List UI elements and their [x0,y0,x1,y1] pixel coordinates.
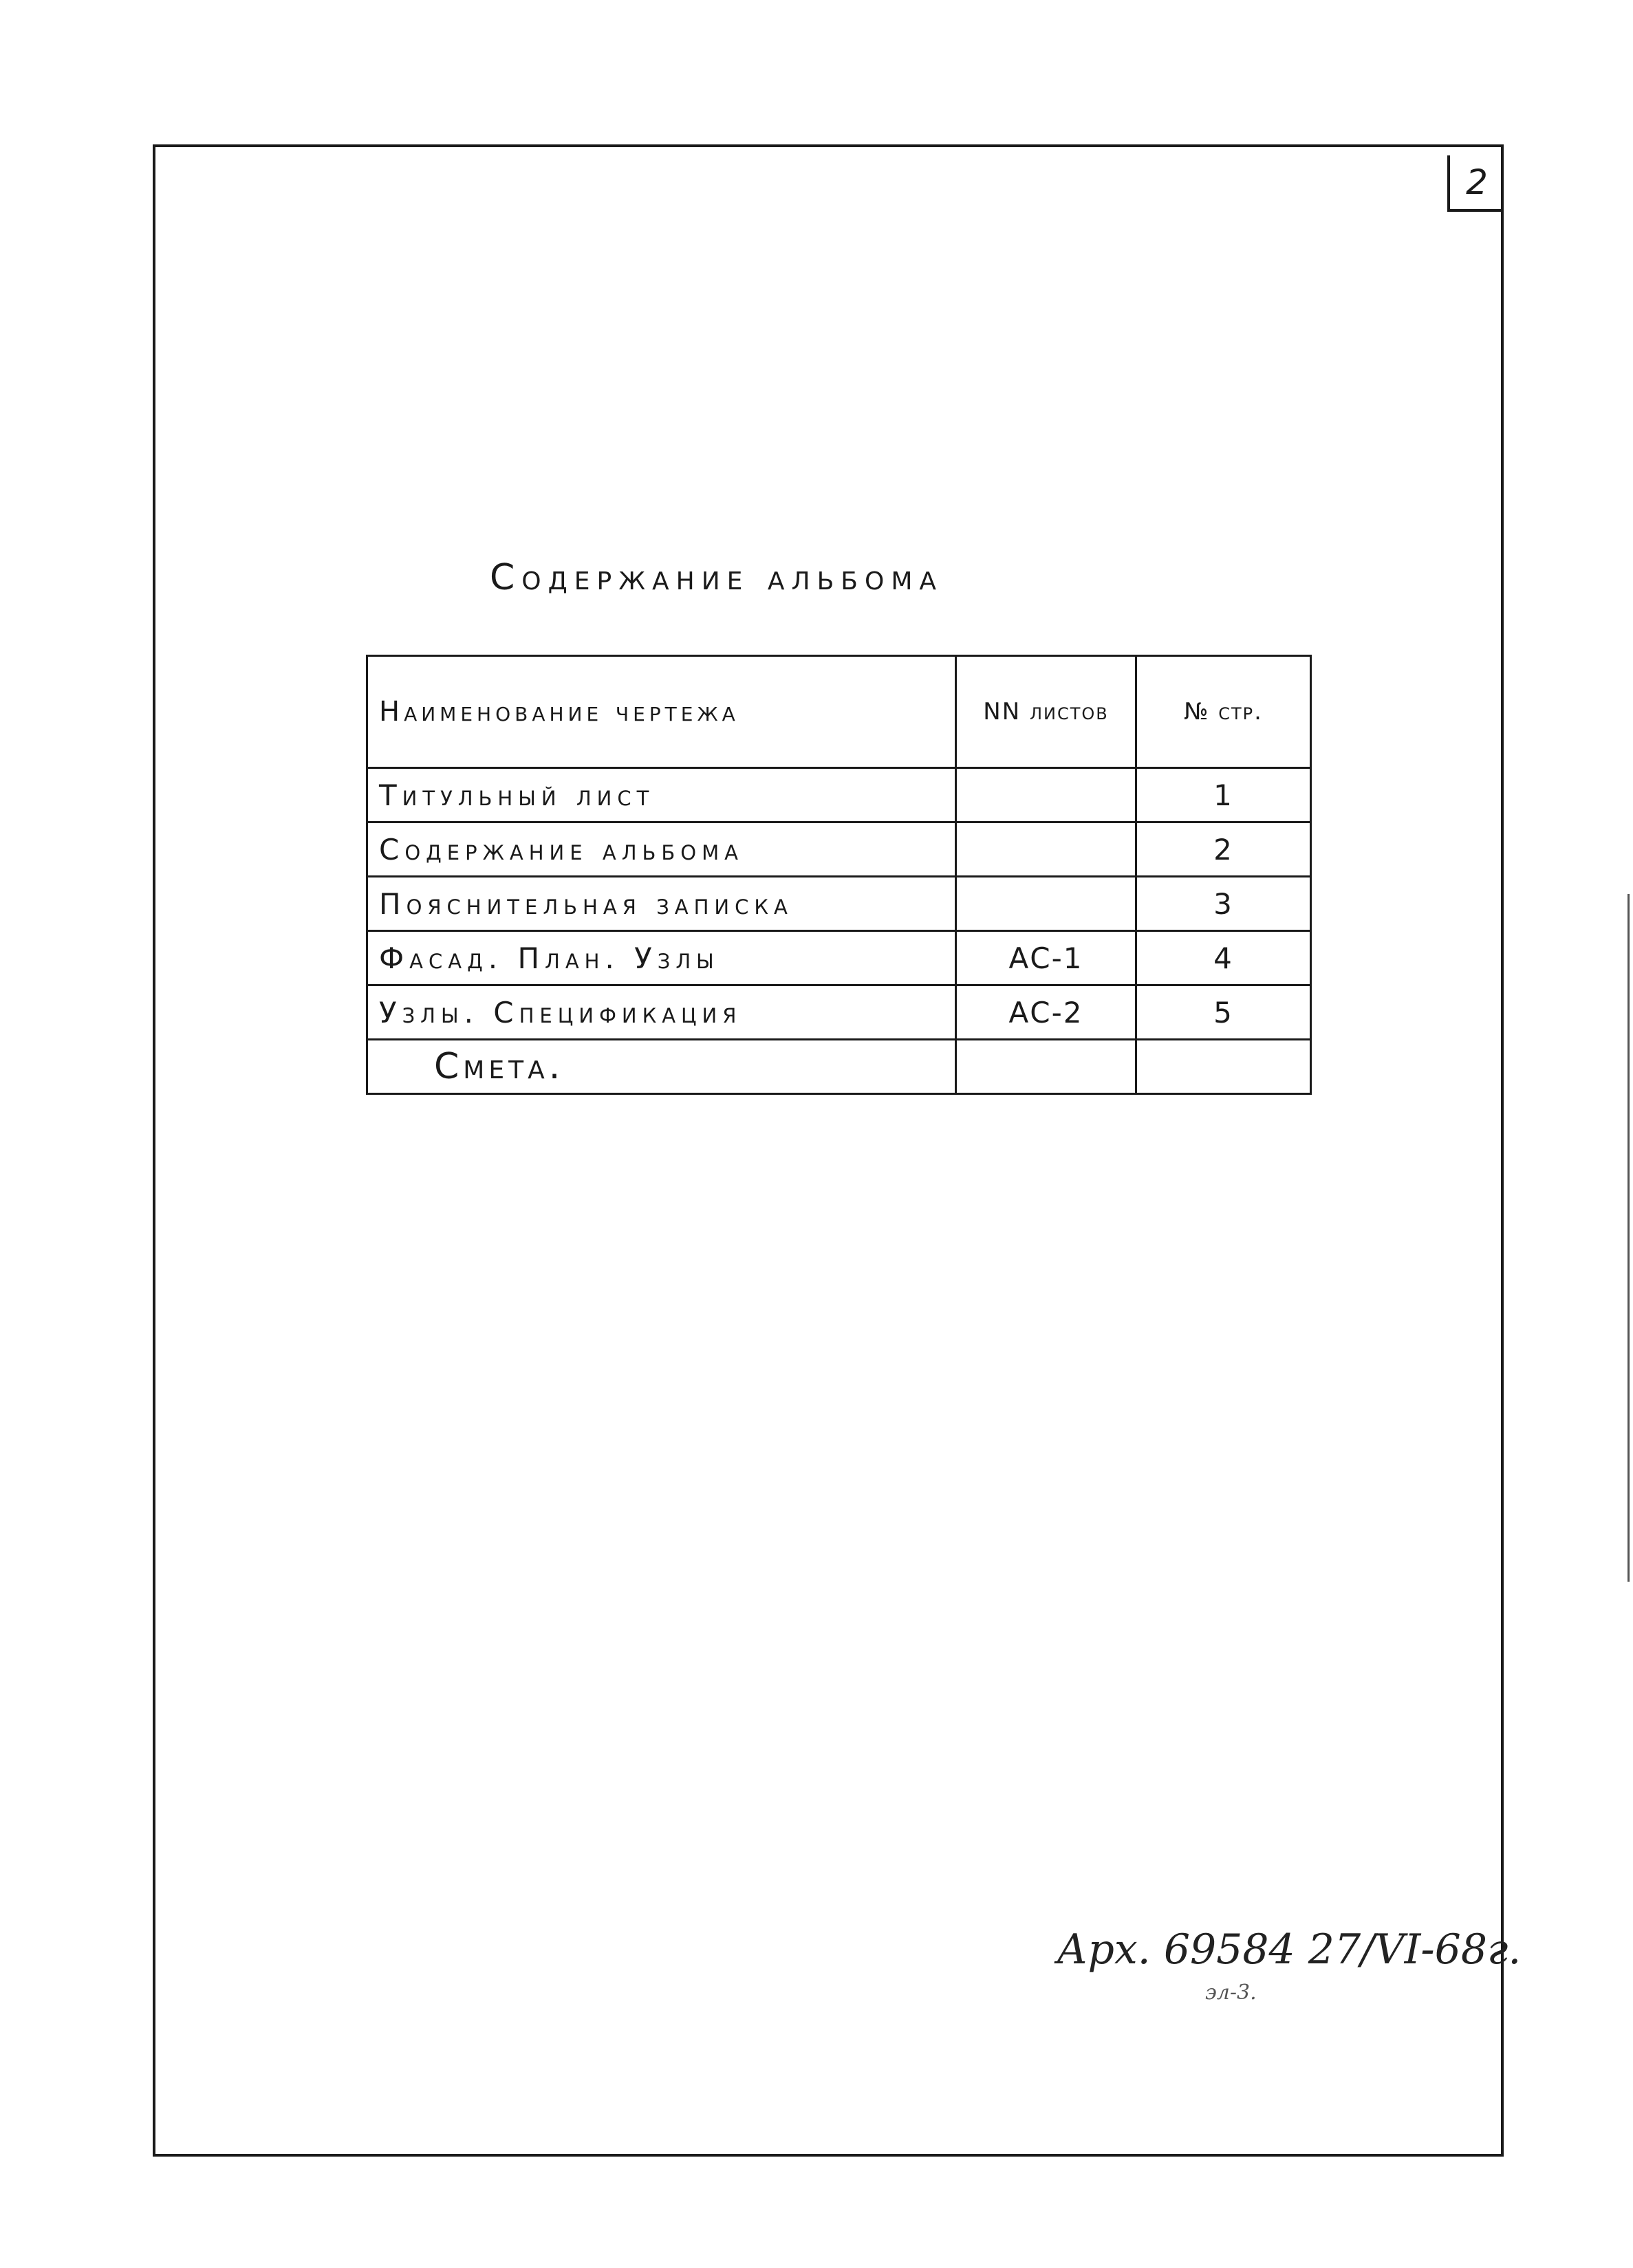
row-drawing-name: Смета. [367,1040,956,1094]
table-row [367,822,1311,877]
row-drawing-name: Пояснительная записка [367,877,956,931]
table-row [367,985,1311,1040]
row-sheet-number: АС-2 [956,985,1136,1040]
table-row [367,877,1311,931]
row-drawing-name: Узлы. Спецификация [367,985,956,1040]
row-page-number: 1 [1136,768,1311,822]
row-page-number: 2 [1136,822,1311,877]
row-sheet-number: АС-1 [956,931,1136,985]
table-header-row [367,656,1311,768]
header-drawing-name: Наименование чертежа [367,656,956,768]
row-sheet-number [956,822,1136,877]
contents-table [366,655,1312,1095]
scan-edge-line [1627,894,1630,1582]
sheet-frame [153,144,1504,2157]
page-number: 2 [1447,155,1504,212]
row-sheet-number [956,1040,1136,1094]
header-page-number: № стр. [1136,656,1311,768]
row-page-number: 3 [1136,877,1311,931]
row-drawing-name: Содержание альбома [367,822,956,877]
archive-subnote: эл-3. [1205,1981,1257,2005]
row-page-number [1136,1040,1311,1094]
header-sheet-numbers: NN листов [956,656,1136,768]
row-drawing-name: Фасад. План. Узлы [367,931,956,985]
table-row [367,931,1311,985]
row-sheet-number [956,877,1136,931]
album-title: Содержание альбома [490,557,944,598]
table-row [367,768,1311,822]
row-drawing-name: Титульный лист [367,768,956,822]
row-page-number: 5 [1136,985,1311,1040]
table-row [367,1040,1311,1094]
archive-note: Арх. 69584 27/VI-68г. [1057,1926,1522,1974]
row-page-number: 4 [1136,931,1311,985]
row-sheet-number [956,768,1136,822]
